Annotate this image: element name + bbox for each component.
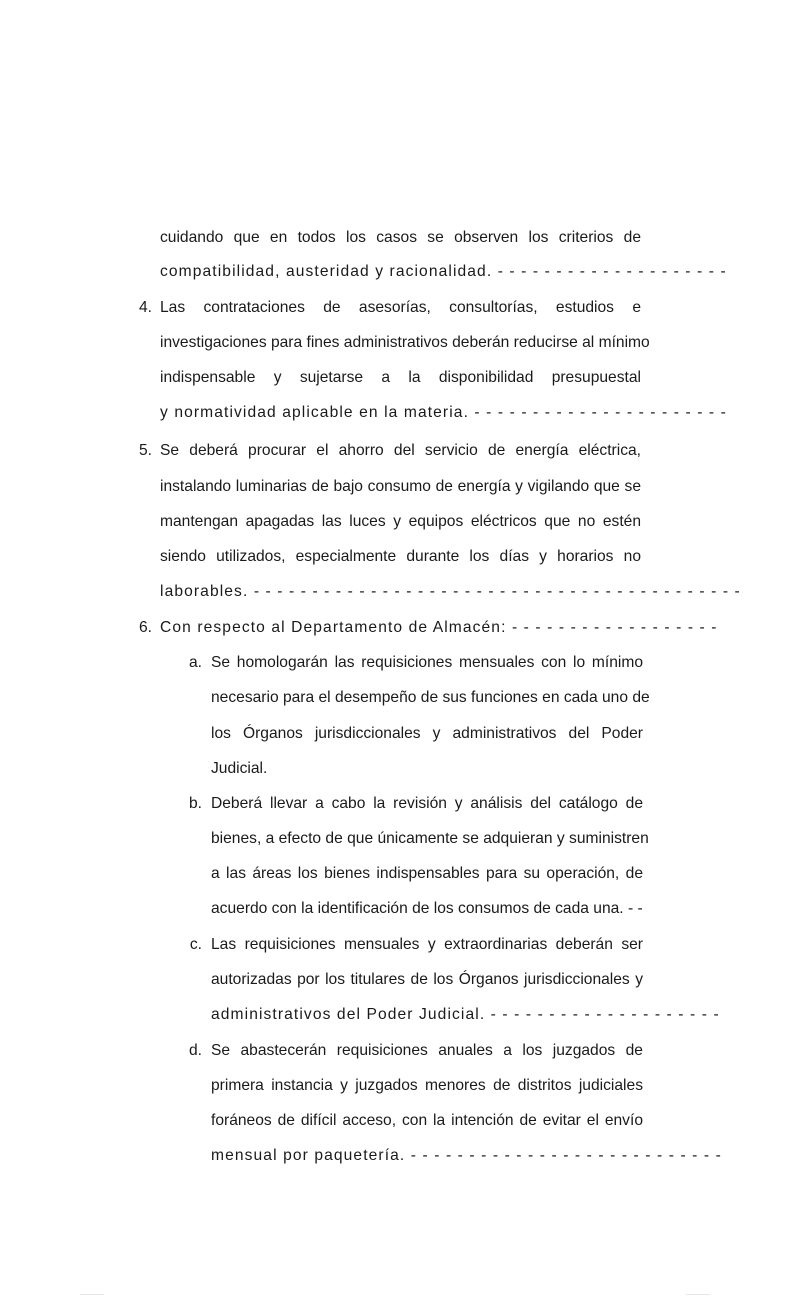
paragraph-line: a las áreas los bienes indispensables para su operación, de — [211, 865, 643, 882]
intro-paragraph — [160, 226, 727, 286]
sub-item-a — [211, 651, 650, 781]
list-item-4 — [160, 296, 727, 426]
item-number: 4. — [138, 299, 152, 316]
paragraph-line: Se abastecerán requisiciones anuales a los juzgados de — [211, 1042, 643, 1059]
paragraph-line: mensual por paquetería. - - - - - - - - - - - - - - - - - - - - - - - - - - - — [211, 1147, 722, 1164]
paragraph-line: Deberá llevar a cabo la revisión y análisis del catálogo de — [211, 795, 643, 812]
paragraph-line: indispensable y sujetarse a la disponibilidad presupuestal — [160, 369, 641, 386]
subitem-letter: c. — [189, 936, 202, 953]
paragraph-line: foráneos de difícil acceso, con la intención de evitar el envío — [211, 1112, 643, 1129]
paragraph-line: mantengan apagadas las luces y equipos eléctricos que no estén — [160, 513, 641, 530]
subitem-letter: b. — [188, 795, 202, 812]
paragraph-line: los Órganos jurisdiccionales y administrativos del Poder — [211, 725, 643, 742]
scan-artifact — [686, 1294, 710, 1295]
paragraph-line: Judicial. — [211, 760, 268, 777]
paragraph-line: Se deberá procurar el ahorro del servicio de energía eléctrica, — [160, 442, 641, 459]
sub-item-b — [211, 792, 649, 922]
paragraph-line: Se homologarán las requisiciones mensuales con lo mínimo — [211, 654, 643, 671]
paragraph-line: primera instancia y juzgados menores de distritos judiciales — [211, 1077, 643, 1094]
paragraph-line: Las contrataciones de asesorías, consultorías, estudios e — [160, 299, 641, 316]
paragraph-line: Las requisiciones mensuales y extraordinarias deberán ser — [211, 936, 643, 953]
paragraph-line: laborables. - - - - - - - - - - - - - - - - - - - - - - - - - - - - - - - - - - - - - - - - - - — [160, 583, 741, 600]
paragraph-line: necesario para el desempeño de sus funciones en cada uno de — [211, 689, 650, 706]
paragraph-line: instalando luminarias de bajo consumo de energía y vigilando que se — [160, 478, 641, 495]
item-number: 5. — [138, 442, 152, 459]
paragraph-line: compatibilidad, austeridad y racionalidad. - - - - - - - - - - - - - - - - - - - - — [160, 263, 727, 280]
paragraph-line: bienes, a efecto de que únicamente se adquieran y suministren — [211, 830, 649, 847]
paragraph-line: cuidando que en todos los casos se observen los criterios de — [160, 229, 641, 246]
paragraph-line: Con respecto al Departamento de Almacén: - - - - - - - - - - - - - - - - - - — [160, 619, 718, 636]
list-item-6 — [160, 616, 718, 640]
item-number: 6. — [138, 619, 152, 636]
subitem-letter: d. — [188, 1042, 202, 1059]
sub-item-c — [211, 933, 720, 1028]
sub-item-d — [211, 1039, 722, 1169]
subitem-letter: a. — [188, 654, 202, 671]
paragraph-line: administrativos del Poder Judicial. - - - - - - - - - - - - - - - - - - - - — [211, 1006, 720, 1023]
scan-artifact — [80, 1294, 104, 1295]
paragraph-line: y normatividad aplicable en la materia. - - - - - - - - - - - - - - - - - - - - - - — [160, 404, 727, 421]
paragraph-line: investigaciones para fines administrativos deberán reducirse al mínimo — [160, 334, 650, 351]
paragraph-line: siendo utilizados, especialmente durante los días y horarios no — [160, 548, 641, 565]
paragraph-line: acuerdo con la identificación de los consumos de cada una. - - — [211, 900, 643, 917]
paragraph-line: autorizadas por los titulares de los Órganos jurisdiccionales y — [211, 971, 643, 988]
list-item-5 — [160, 439, 741, 609]
